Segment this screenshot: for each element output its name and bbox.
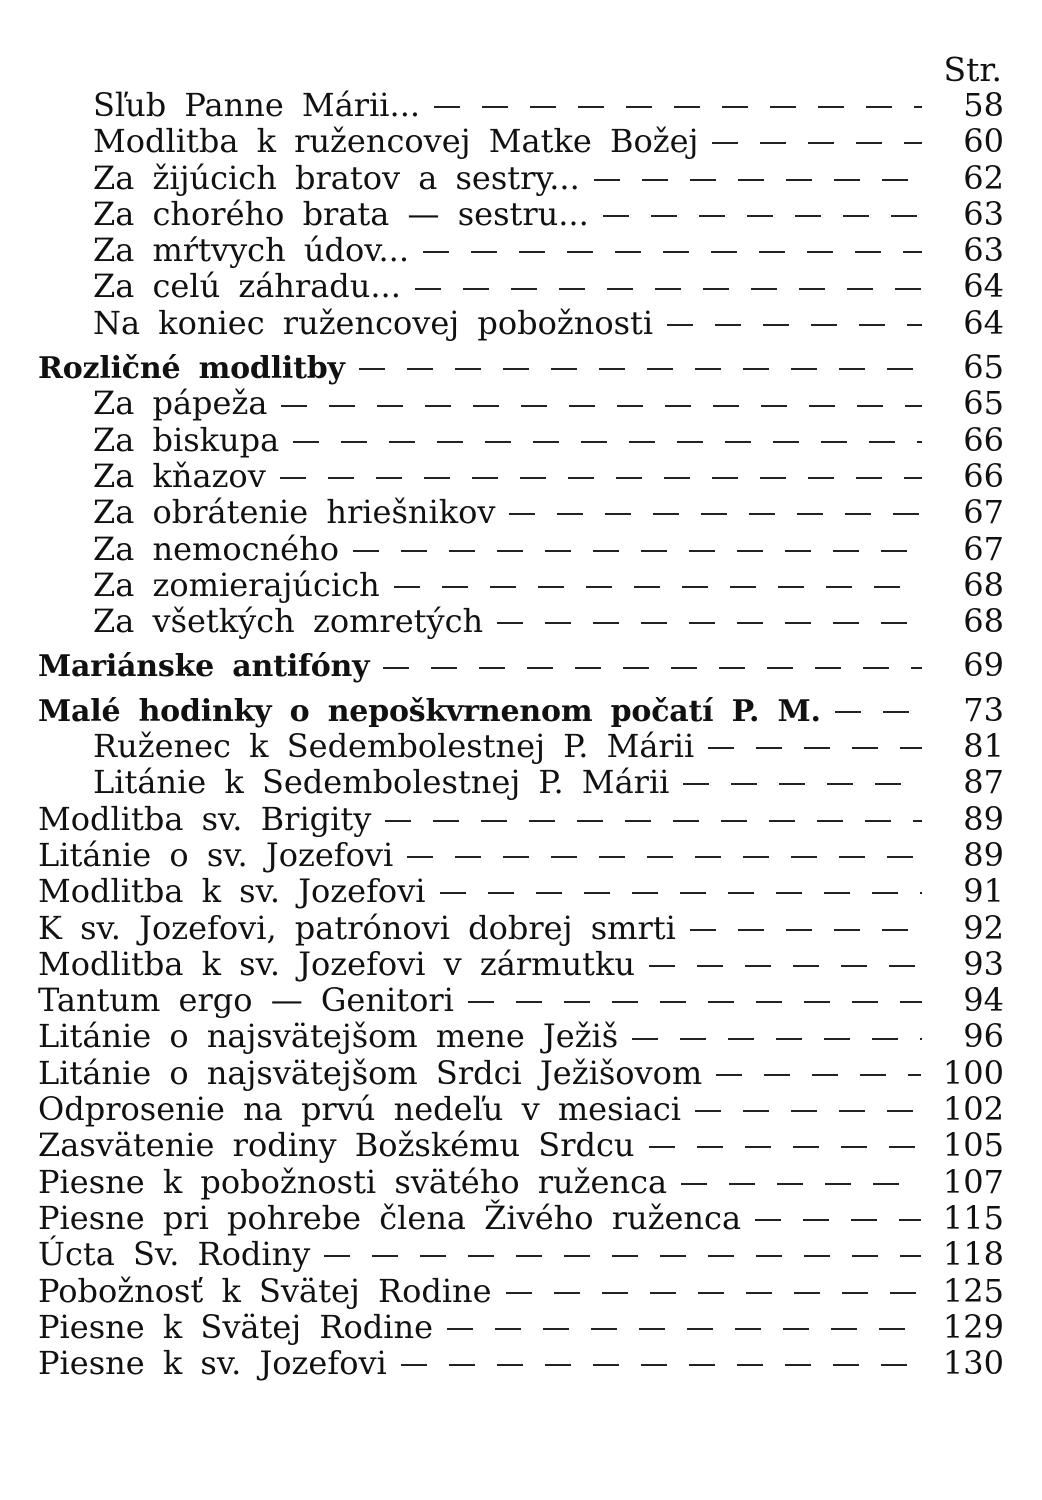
toc-entry <box>38 160 1004 196</box>
toc-entry <box>38 531 1004 567</box>
toc-entry-page: 63 <box>963 194 1004 233</box>
toc-entry-page: 68 <box>963 602 1004 641</box>
toc-entry <box>38 123 1004 159</box>
dot-leader <box>423 251 922 253</box>
toc-entry <box>38 494 1004 530</box>
dot-leader <box>712 142 922 144</box>
toc-entry-page: 65 <box>963 384 1004 423</box>
toc-entry-page: 96 <box>963 1017 1004 1056</box>
toc-entry <box>38 1127 1004 1163</box>
toc-entry <box>38 1018 1004 1054</box>
dot-leader <box>497 622 922 624</box>
toc-entry-page: 67 <box>963 493 1004 532</box>
dot-leader <box>385 820 922 822</box>
toc-entry-page: 68 <box>963 565 1004 604</box>
toc-entry-title: Piesne k sv. Jozefovi <box>38 1344 387 1383</box>
dot-leader <box>835 711 922 713</box>
dot-leader <box>468 1001 922 1003</box>
toc-entry-title: K sv. Jozefovi, patrónovi dobrej smrti <box>38 908 676 947</box>
toc-entry <box>38 728 1004 764</box>
toc-entry-page: 89 <box>963 835 1004 874</box>
toc-entry <box>38 567 1004 603</box>
toc-entry <box>38 305 1004 341</box>
toc-entry-title: Modlitba k sv. Jozefovi v zármutku <box>38 944 635 983</box>
dot-leader <box>280 477 922 479</box>
toc-entry-page: 94 <box>963 981 1004 1020</box>
toc-entry-title: Za zomierajúcich <box>93 565 380 604</box>
dot-leader <box>401 1364 921 1366</box>
toc-entry-page: 100 <box>942 1053 1004 1092</box>
toc-entry <box>38 603 1004 639</box>
toc-entry-title: Za pápeža <box>93 384 268 423</box>
toc-entry-title: Odprosenie na prvú nedeľu v mesiaci <box>38 1090 681 1129</box>
toc-entry-page: 92 <box>963 908 1004 947</box>
toc-entry-title: Na koniec ružencovej pobožnosti <box>93 303 654 342</box>
dot-leader <box>603 215 922 217</box>
dot-leader <box>281 405 922 407</box>
toc-entry-page: 125 <box>942 1271 1004 1310</box>
toc-entry-title: Rozličné modlitby <box>38 351 345 387</box>
toc-entry-title: Zasvätenie rodiny Božskému Srdcu <box>38 1126 635 1165</box>
toc-entry-title: Modlitba k ružencovej Matke Božej <box>93 122 699 161</box>
toc-entry-page: 102 <box>942 1090 1004 1129</box>
toc-entry <box>38 232 1004 268</box>
dot-leader <box>716 1074 921 1076</box>
dot-leader <box>359 368 922 370</box>
dot-leader <box>708 747 922 749</box>
toc-entry-page: 81 <box>963 727 1004 766</box>
dot-leader <box>324 1255 921 1257</box>
toc-entry-page: 107 <box>942 1162 1004 1201</box>
toc-entry <box>38 1164 1004 1200</box>
toc-entry-title: Pobožnosť k Svätej Rodine <box>38 1271 492 1310</box>
dot-leader <box>509 513 922 515</box>
dot-leader <box>695 1110 921 1112</box>
toc-entry <box>38 1309 1004 1345</box>
toc-section-heading <box>38 349 1004 385</box>
toc-entry-page: 129 <box>942 1307 1004 1346</box>
toc-entry-page: 62 <box>963 158 1004 197</box>
dot-leader <box>594 179 922 181</box>
toc-entry-title: Litánie o najsvätejšom mene Ježiš <box>38 1017 619 1056</box>
toc-entry-page: 91 <box>963 872 1004 911</box>
toc-entry <box>38 1091 1004 1127</box>
toc-entry <box>38 1236 1004 1272</box>
toc-entry <box>38 458 1004 494</box>
dot-leader <box>690 929 922 931</box>
toc-entry-page: 130 <box>942 1344 1004 1383</box>
toc-entry-page: 64 <box>963 303 1004 342</box>
dot-leader <box>667 324 922 326</box>
toc-entry-title: Tantum ergo — Genitori <box>38 981 454 1020</box>
toc-entry <box>38 1345 1004 1381</box>
toc-entry-page: 66 <box>963 456 1004 495</box>
toc-entry-title: Za všetkých zomretých <box>93 602 484 641</box>
toc-entry-title: Za nemocného <box>93 529 339 568</box>
toc-entry <box>38 801 1004 837</box>
dot-leader <box>506 1292 921 1294</box>
dot-leader <box>440 892 923 894</box>
toc-entry-title: Modlitba k sv. Jozefovi <box>38 872 426 911</box>
toc-entry <box>38 1273 1004 1309</box>
toc-entry-title: Za mŕtvych údov... <box>93 231 409 270</box>
toc-entry-title: Za kňazov <box>93 456 266 495</box>
dot-leader <box>632 1038 922 1040</box>
dot-leader <box>649 965 922 967</box>
toc-entry-title: Malé hodinky o nepoškvrnenom počatí P. M. <box>38 693 821 729</box>
toc-entry <box>38 764 1004 800</box>
toc-entry-page: 87 <box>963 763 1004 802</box>
dot-leader <box>415 288 922 290</box>
toc-entry-title: Za chorého brata — sestru... <box>93 194 589 233</box>
toc-entry-page: 73 <box>963 690 1004 729</box>
toc-entry <box>38 910 1004 946</box>
dot-leader <box>394 586 922 588</box>
toc-entry-page: 66 <box>963 420 1004 459</box>
toc-entry <box>38 873 1004 909</box>
toc-entry <box>38 268 1004 304</box>
page-column-header: Str. <box>943 50 1002 89</box>
dot-leader <box>434 106 922 108</box>
dot-leader <box>447 1328 921 1330</box>
toc-entry-page: 118 <box>942 1235 1004 1274</box>
toc-entry <box>38 1200 1004 1236</box>
toc-entry-title: Za obrátenie hriešnikov <box>93 493 496 532</box>
toc-entry-title: Mariánske antifóny <box>38 649 370 685</box>
toc-entry-title: Litánie k Sedembolestnej P. Márii <box>93 763 670 802</box>
toc-entry <box>38 87 1004 123</box>
toc-entry <box>38 1055 1004 1091</box>
toc-entry-title: Litánie o najsvätejšom Srdci Ježišovom <box>38 1053 703 1092</box>
dot-leader <box>683 783 922 785</box>
dot-leader <box>353 550 922 552</box>
toc-entry-title: Piesne k pobožnosti svätého ruženca <box>38 1162 668 1201</box>
dot-leader <box>407 856 922 858</box>
toc-entry-page: 60 <box>963 122 1004 161</box>
toc-entry-page: 69 <box>963 646 1004 685</box>
dot-leader <box>649 1146 921 1148</box>
toc-entry <box>38 982 1004 1018</box>
toc-entry-page: 58 <box>963 86 1004 124</box>
toc-section-heading <box>38 692 1004 728</box>
toc-entry-page: 93 <box>963 944 1004 983</box>
toc-entry-page: 65 <box>963 348 1004 387</box>
toc-entry-title: Piesne pri pohrebe člena Živého ruženca <box>38 1198 742 1237</box>
toc-entry <box>38 385 1004 421</box>
toc-entry-title: Úcta Sv. Rodiny <box>38 1235 311 1274</box>
toc-entry-title: Modlitba sv. Brigity <box>38 799 372 838</box>
toc-entry <box>38 422 1004 458</box>
toc-entry <box>38 837 1004 873</box>
dot-leader <box>755 1219 921 1221</box>
toc-entry-page: 105 <box>942 1126 1004 1165</box>
toc-entry-page: 115 <box>942 1198 1004 1237</box>
toc-entry-title: Litánie o sv. Jozefovi <box>38 835 394 874</box>
toc-entry-title: Za celú záhradu... <box>93 267 401 306</box>
toc-entry-page: 64 <box>963 267 1004 306</box>
toc-entry-title: Ruženec k Sedembolestnej P. Márii <box>93 727 695 766</box>
toc-entry-title: Sľub Panne Márii... <box>93 86 421 124</box>
dot-leader <box>383 667 922 669</box>
toc-entry-page: 89 <box>963 799 1004 838</box>
table-of-contents <box>38 87 1004 1381</box>
toc-entry <box>38 196 1004 232</box>
dot-leader <box>293 441 922 443</box>
toc-section-heading <box>38 647 1004 683</box>
toc-entry <box>38 946 1004 982</box>
dot-leader <box>681 1183 921 1185</box>
toc-entry-title: Za žijúcich bratov a sestry... <box>93 158 580 197</box>
toc-entry-page: 63 <box>963 231 1004 270</box>
toc-entry-title: Za biskupa <box>93 420 280 459</box>
toc-entry-title: Piesne k Svätej Rodine <box>38 1307 433 1346</box>
toc-entry-page: 67 <box>963 529 1004 568</box>
